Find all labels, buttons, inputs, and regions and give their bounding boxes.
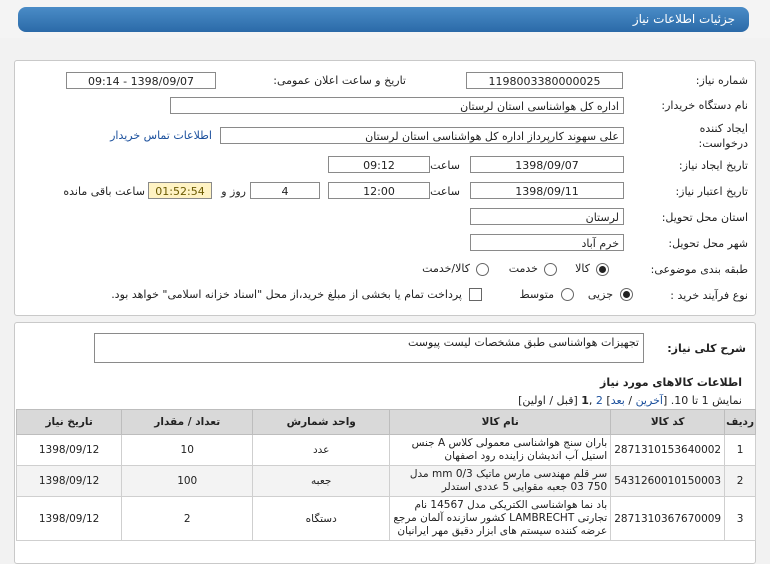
need-number-label: شماره نیاز: xyxy=(695,74,748,87)
pager-next-link[interactable]: بعد xyxy=(610,394,625,407)
city-field: خرم آباد xyxy=(470,234,624,251)
row-code: 5431260010150003 xyxy=(611,466,725,497)
row-date: 1398/09/12 xyxy=(17,435,122,466)
row-unit: جعبه xyxy=(253,466,390,497)
days-remaining-field: 4 xyxy=(250,182,320,199)
row-qty: 10 xyxy=(122,435,253,466)
pager-mid: ] xyxy=(602,394,611,407)
col-unit: واحد شمارش xyxy=(253,410,390,435)
need-number-field: 1198003380000025 xyxy=(466,72,623,89)
row-date: 1398/09/12 xyxy=(17,497,122,541)
description-label: شرح کلی نیاز: xyxy=(667,342,746,355)
create-date-field: 1398/09/07 xyxy=(470,156,624,173)
col-date: تاریخ نیاز xyxy=(17,410,122,435)
treasury-payment-note: پرداخت تمام یا بخشی از مبلغ خرید،از محل "اسناد خزانه اسلامی" خواهد بود. xyxy=(111,288,462,301)
pager-last-link[interactable]: آخرین xyxy=(635,394,663,407)
row-unit: دستگاه xyxy=(253,497,390,541)
process-label: نوع فرآیند خرید : xyxy=(670,289,748,302)
col-index: ردیف xyxy=(725,410,756,435)
creator-label-2: درخواست: xyxy=(698,137,748,150)
province-field: لرستان xyxy=(470,208,624,225)
pager-prefix: نمایش 1 تا 10. [ xyxy=(662,394,742,407)
creator-field: علی سهوند کارپرداز اداره کل هواشناسی استان لرستان xyxy=(220,127,624,144)
row-qty: 100 xyxy=(122,466,253,497)
category-both-label: کالا/خدمت xyxy=(422,262,470,275)
page-title: جزئیات اطلاعات نیاز xyxy=(632,12,735,26)
pager-page-2-link[interactable]: 2 xyxy=(595,394,603,407)
create-time-label: ساعت xyxy=(430,159,460,172)
pager-current-page: 1 xyxy=(581,394,589,407)
province-label: استان محل تحویل: xyxy=(661,211,748,224)
goods-table xyxy=(16,409,756,541)
category-goods-radio[interactable] xyxy=(596,263,609,276)
category-both-radio[interactable] xyxy=(476,263,489,276)
row-qty: 2 xyxy=(122,497,253,541)
row-unit: عدد xyxy=(253,435,390,466)
process-minor-label: جزیی xyxy=(587,288,613,301)
row-index: 3 xyxy=(725,497,756,541)
row-date: 1398/09/12 xyxy=(17,466,122,497)
process-minor-radio[interactable] xyxy=(620,288,633,301)
creator-label-1: ایجاد کننده xyxy=(699,122,748,135)
row-name: باد نما هواشناسی الکتریکی مدل 14567 نام تجارتی LAMBRECHT کشور سازنده آلمان مرجع عرضه کننده سیستم های ابزار دقیق مهر ایرانیان xyxy=(390,497,611,541)
pagination xyxy=(518,394,742,407)
announce-date-field: 1398/09/07 - 09:14 xyxy=(66,72,216,89)
remaining-time-label: ساعت باقی مانده xyxy=(63,185,145,198)
city-label: شهر محل تحویل: xyxy=(668,237,748,250)
create-date-label: تاریخ ایجاد نیاز: xyxy=(678,159,748,172)
treasury-payment-checkbox[interactable] xyxy=(469,288,482,301)
category-service-label: خدمت xyxy=(508,262,538,275)
category-goods-label: کالا xyxy=(575,262,590,275)
validity-time-field: 12:00 xyxy=(328,182,430,199)
process-medium-label: متوسط xyxy=(519,288,554,301)
validity-date-label: تاریخ اعتبار نیاز: xyxy=(675,185,748,198)
goods-heading: اطلاعات کالاهای مورد نیاز xyxy=(600,376,742,389)
table-row[interactable] xyxy=(17,466,756,497)
row-index: 1 xyxy=(725,435,756,466)
remaining-time-field: 01:52:54 xyxy=(148,182,212,199)
row-code: 2871310153640002 xyxy=(611,435,725,466)
table-row[interactable] xyxy=(17,497,756,541)
buyer-label: نام دستگاه خریدار: xyxy=(661,99,748,112)
validity-date-field: 1398/09/11 xyxy=(470,182,624,199)
table-row[interactable] xyxy=(17,435,756,466)
pager-sep-1: / xyxy=(624,394,636,407)
col-code: کد کالا xyxy=(611,410,725,435)
goods-table-header xyxy=(17,410,756,435)
announce-date-label: تاریخ و ساعت اعلان عمومی: xyxy=(273,74,406,87)
pager-sep-2: , xyxy=(588,394,596,407)
category-label: طبقه بندی موضوعی: xyxy=(650,263,748,276)
description-field: تجهیزات هواشناسی طبق مشخصات لیست پیوست xyxy=(94,333,644,363)
page-title-bar xyxy=(18,7,749,32)
buyer-contact-link[interactable]: اطلاعات تماس خریدار xyxy=(110,129,212,142)
buyer-field: اداره کل هواشناسی استان لرستان xyxy=(170,97,624,114)
validity-time-label: ساعت xyxy=(430,185,460,198)
col-qty: تعداد / مقدار xyxy=(122,410,253,435)
row-name: سر قلم مهندسی مارس ماتیک 0/3 mm مدل 750 03 جعبه مقوایی 5 عددی استدلر xyxy=(390,466,611,497)
title-bar xyxy=(0,0,770,38)
row-code: 2871310367670009 xyxy=(611,497,725,541)
category-service-radio[interactable] xyxy=(544,263,557,276)
col-name: نام کالا xyxy=(390,410,611,435)
days-label: روز و xyxy=(221,185,246,198)
create-time-field: 09:12 xyxy=(328,156,430,173)
row-index: 2 xyxy=(725,466,756,497)
row-name: باران سنج هواشناسی معمولی کلاس A جنس استیل آب اندیشان زاینده رود اصفهان xyxy=(390,435,611,466)
pager-suffix: [قبل / اولین] xyxy=(518,394,582,407)
process-medium-radio[interactable] xyxy=(561,288,574,301)
